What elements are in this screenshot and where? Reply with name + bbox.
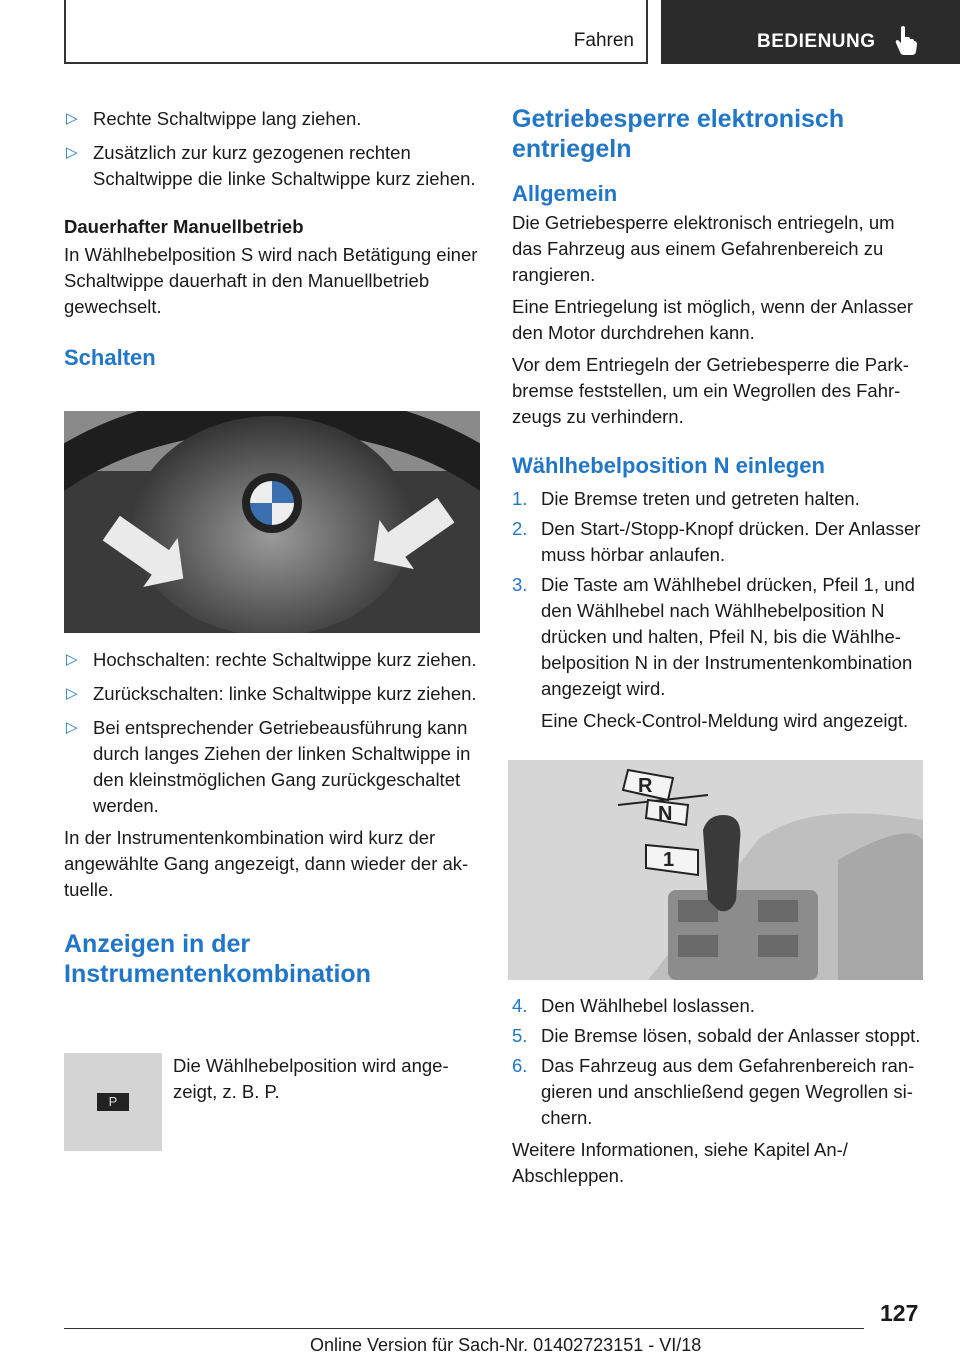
triangle-bullet-icon: ▷ xyxy=(66,144,78,161)
heading-allgemein: Allgemein xyxy=(512,181,618,206)
list-item: 3. Die Taste am Wählhebel drücken, Pfeil 1, und den Wählhebel nach Wählhebelposition N drücken und halten, Pfeil N, bis die Wählhebelposition N in der Instrumentenkombination angezeigt wird. xyxy=(512,574,915,699)
step3-note: Eine Check-Control-Meldung wird angezeigt. xyxy=(541,710,909,731)
pointing-hand-icon xyxy=(895,25,917,55)
subheading-manual: Dauerhafter Manuellbetrieb xyxy=(64,216,304,237)
right-column xyxy=(512,104,927,734)
footer-text: Online Version für Sach-Nr. 01402723151 - VI/18 xyxy=(310,1335,702,1355)
triangle-bullet-icon: ▷ xyxy=(66,110,78,127)
gear-n-label: N xyxy=(658,803,673,825)
allgemein-p3: Vor dem Entriegeln der Getriebesperre die Parkbremse feststellen, um ein Wegrollen des Fahrzeugs zu verhindern. xyxy=(512,354,909,427)
allgemein-p2: Eine Entriegelung ist möglich, wenn der Anlasser den Motor durchdrehen kann. xyxy=(512,296,914,343)
header-right-tab xyxy=(661,0,960,64)
list-item: 2. Den Start-/Stopp-Knopf drücken. Der Anlasser muss hörbar anlaufen. xyxy=(512,518,921,565)
instr-text: In der Instrumentenkombination wird kurz der angewählte Gang angezeigt, dann wieder der aktuelle. xyxy=(64,827,469,900)
triangle-bullet-icon: ▷ xyxy=(66,685,78,702)
header-left-tab xyxy=(64,0,648,64)
header-right-label: BEDIENUNG xyxy=(757,31,876,52)
more-info-text: Weitere Informationen, siehe Kapitel An-/ Abschleppen. xyxy=(512,1139,848,1186)
footer-divider xyxy=(64,1328,864,1329)
steering-wheel-photo xyxy=(64,411,480,633)
instrument-display-thumb xyxy=(64,1053,162,1151)
list-item: 1. Die Bremse treten und getreten halten. xyxy=(512,488,860,509)
list-item: ▷ Hochschalten: rechte Schaltwippe kurz ziehen. xyxy=(64,647,480,673)
list-item: ▷ Bei entsprechender Getriebeausführung kann durch langes Ziehen der linken Schaltwippe in den kleinstmöglichen Gang zurückgeschaltet werden. xyxy=(66,717,471,816)
right-column-lower xyxy=(512,993,927,1189)
left-column-lower xyxy=(64,647,480,989)
display-p-indicator: P xyxy=(97,1093,129,1111)
gear-r-label: R xyxy=(638,775,653,797)
anzeigen-text-block xyxy=(173,1053,473,1105)
header-left-label: Fahren xyxy=(573,30,634,51)
list-item: ▷ Zurückschalten: linke Schaltwippe kurz ziehen. xyxy=(64,681,480,707)
gear-lever-photo xyxy=(508,760,923,980)
heading-n-einlegen: Wählhebelposition N einlegen xyxy=(512,453,825,478)
triangle-bullet-icon: ▷ xyxy=(66,719,78,736)
list-item: ▷ Zusätzlich zur kurz gezogenen rechten Schaltwippe die linke Schaltwippe kurz ziehen. xyxy=(66,142,476,189)
list-item: ▷ Rechte Schaltwippe lang ziehen. xyxy=(64,106,480,132)
heading-anzeigen: Anzeigen in der Instrumentenkombination xyxy=(64,930,371,988)
heading-getriebesperre: Getriebesperre elektronisch entriegeln xyxy=(512,105,845,163)
list-item: 5. Die Bremse lösen, sobald der Anlasser stoppt. xyxy=(512,1025,921,1046)
manual-text: In Wählhebelposition S wird nach Betätigung einer Schaltwippe dauerhaft in den Manuellbetrieb gewechselt. xyxy=(64,244,478,317)
gear-1-label: 1 xyxy=(663,849,675,871)
list-item: 6. Das Fahrzeug aus dem Gefahrenbereich rangieren und anschließend gegen Wegrollen sichern. xyxy=(512,1055,915,1128)
heading-schalten: Schalten xyxy=(64,345,156,370)
left-column xyxy=(64,106,480,372)
list-item: 4. Den Wählhebel loslassen. xyxy=(512,995,755,1016)
allgemein-p1: Die Getriebesperre elektronisch entriegeln, um das Fahrzeug aus einem Gefahrenbereich zu rangieren. xyxy=(512,212,895,285)
page-number: 127 xyxy=(880,1300,919,1326)
anzeigen-text: Die Wählhebelposition wird angezeigt, z. B. P. xyxy=(173,1055,449,1102)
triangle-bullet-icon: ▷ xyxy=(66,651,78,668)
